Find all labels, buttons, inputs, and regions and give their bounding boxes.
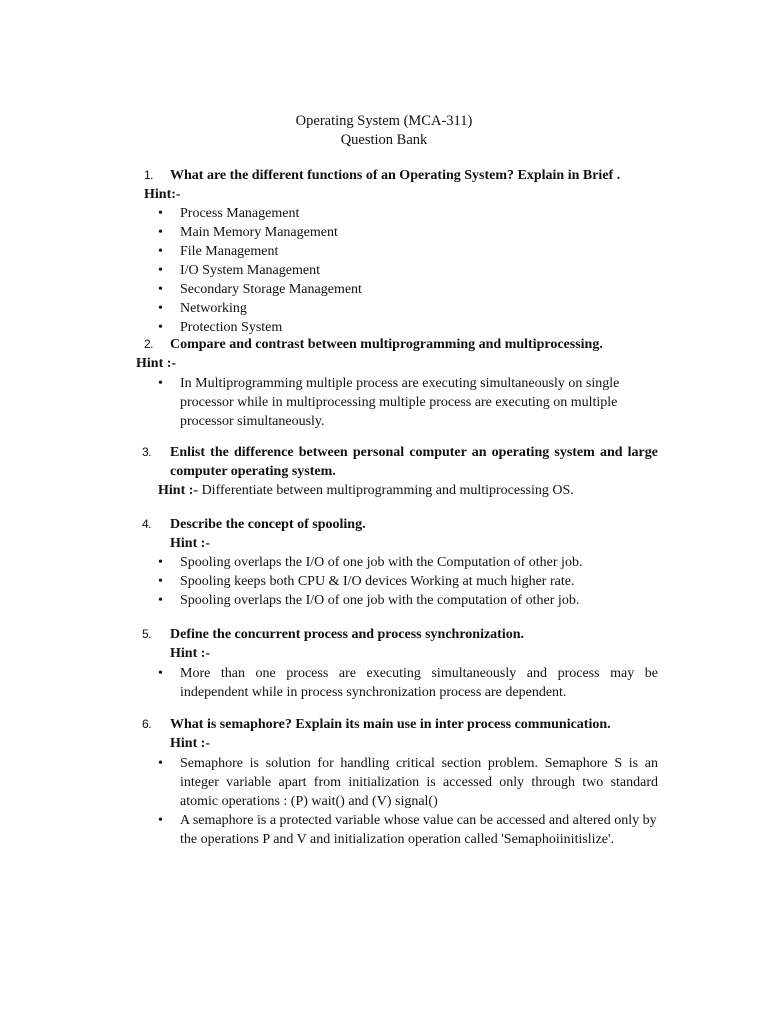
list-item: • Networking	[158, 301, 247, 316]
bullet-icon: •	[158, 756, 163, 771]
bullet-list	[142, 664, 658, 702]
list-item: • In Multiprogramming multiple process are executing simultaneously on single processor while in multiprocessing multiple process are executing on multiple processor simultaneously.	[158, 376, 620, 429]
document-subtitle: Question Bank	[340, 132, 428, 148]
question-number: 4.	[142, 517, 152, 531]
question-5	[142, 625, 658, 702]
question-3	[142, 443, 658, 500]
list-item: • Main Memory Management	[158, 225, 338, 240]
list-item: • Spooling keeps both CPU & I/O devices Working at much higher rate.	[158, 574, 575, 589]
hint-label: Hint:-	[144, 187, 181, 202]
bullet-list	[136, 374, 658, 431]
list-item: • Semaphore is solution for handling critical section problem. Semaphore S is an integer variable apart from initialization is accessed only through two standard atomic operations : (P) wait() and (V) signal()	[158, 756, 658, 809]
question-number: 3.	[142, 445, 152, 459]
question-6	[142, 715, 658, 849]
question-text: What are the different functions of an Operating System? Explain in Brief .	[170, 168, 621, 183]
question-3-text	[142, 443, 658, 481]
hint-label: Hint :-	[170, 646, 211, 661]
hint-text: Differentiate between multiprogramming and multiprocessing OS.	[198, 483, 574, 498]
document-title: Operating System (MCA-311)	[295, 113, 473, 129]
question-2-text	[136, 335, 658, 354]
list-item: • Protection System	[158, 320, 283, 335]
question-2	[136, 335, 658, 431]
list-item: • Spooling overlaps the I/O of one job with the Computation of other job.	[158, 555, 583, 570]
bullet-list	[142, 204, 658, 337]
bullet-icon: •	[158, 813, 163, 828]
bullet-icon: •	[158, 376, 163, 391]
question-5-text	[142, 625, 658, 644]
list-item: • A semaphore is a protected variable whose value can be accessed and altered only by the operations P and V and initialization operation called 'Semaphoiinitislize'.	[158, 813, 657, 847]
bullet-list	[142, 553, 658, 610]
bullet-icon: •	[158, 555, 163, 570]
question-6-text	[142, 715, 658, 734]
list-item: • Spooling overlaps the I/O of one job with the computation of other job.	[158, 593, 580, 608]
bullet-icon: •	[158, 244, 163, 259]
bullet-icon: •	[158, 666, 163, 681]
question-number: 6.	[142, 717, 152, 731]
bullet-icon: •	[158, 593, 163, 608]
hint-label: Hint :-	[170, 736, 211, 751]
question-number: 5.	[142, 627, 152, 641]
bullet-list	[142, 754, 658, 849]
list-item: • Secondary Storage Management	[158, 282, 362, 297]
bullet-icon: •	[158, 301, 163, 316]
question-1-text	[142, 166, 658, 185]
hint-line	[142, 481, 658, 500]
bullet-icon: •	[158, 263, 163, 278]
hint-label: Hint :-	[136, 356, 177, 371]
bullet-icon: •	[158, 225, 163, 240]
list-item: • File Management	[158, 244, 279, 259]
question-text: Compare and contrast between multiprogramming and multiprocessing.	[170, 337, 603, 352]
question-text: Define the concurrent process and process synchronization.	[170, 627, 525, 642]
question-text: Enlist the difference between personal computer an operating system and large computer operating system.	[170, 445, 658, 479]
list-item: • I/O System Management	[158, 263, 320, 278]
bullet-icon: •	[158, 574, 163, 589]
bullet-icon: •	[158, 206, 163, 221]
question-4	[142, 515, 658, 610]
question-1	[142, 166, 658, 337]
hint-label: Hint :-	[170, 536, 211, 551]
bullet-icon: •	[158, 320, 163, 335]
bullet-icon: •	[158, 282, 163, 297]
question-number: 1.	[144, 168, 154, 182]
question-number: 2.	[144, 337, 154, 351]
hint-label: Hint :-	[158, 483, 199, 498]
question-text: What is semaphore? Explain its main use in inter process communication.	[170, 717, 611, 732]
list-item: • Process Management	[158, 206, 300, 221]
question-4-text	[142, 515, 658, 534]
list-item: • More than one process are executing simultaneously and process may be independent while in process synchronization process are dependent.	[158, 666, 658, 700]
question-text: Describe the concept of spooling.	[170, 517, 366, 532]
